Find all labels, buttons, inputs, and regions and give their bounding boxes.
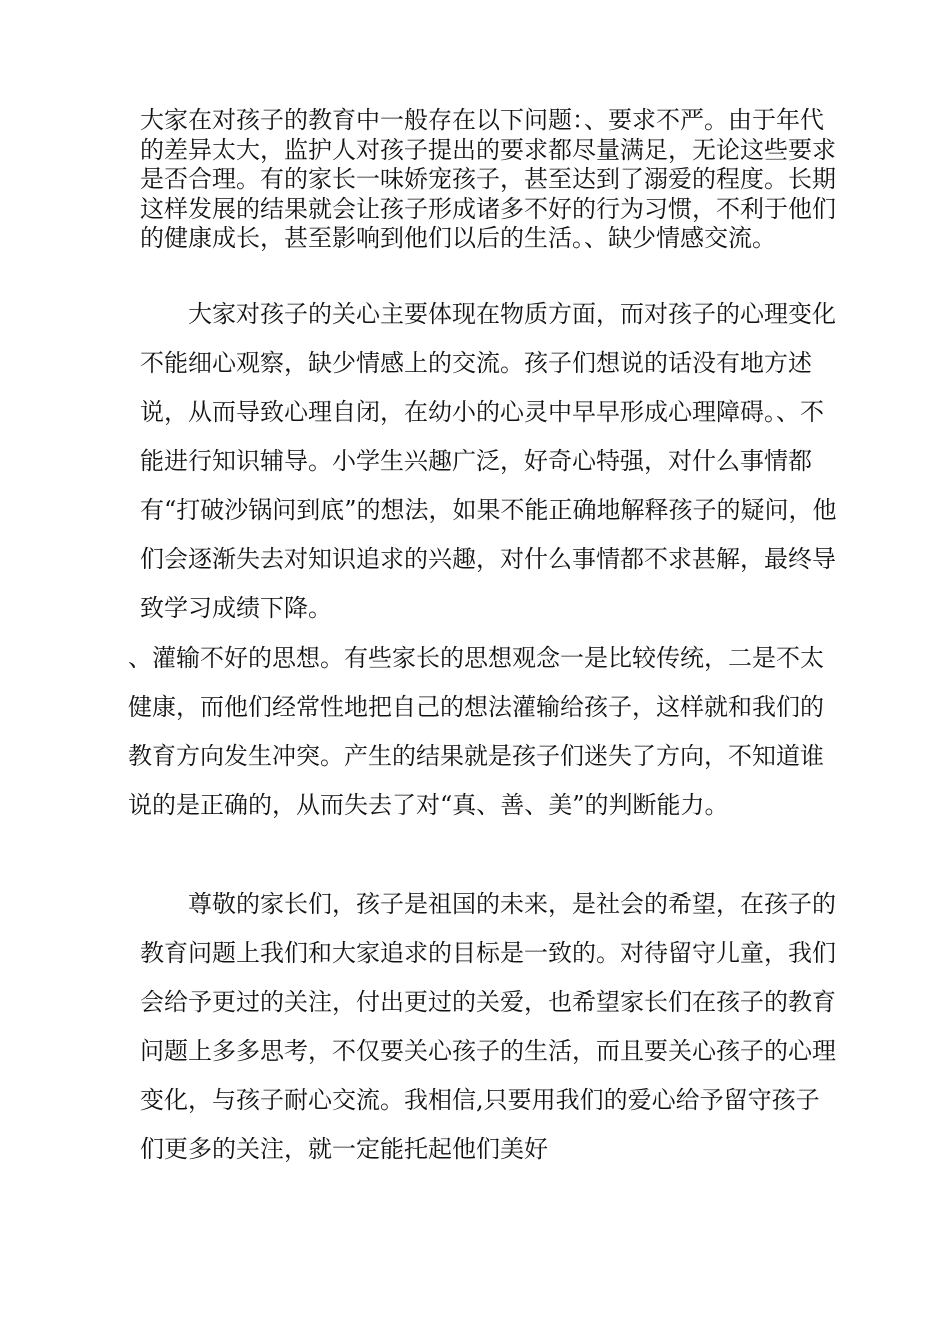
paragraph-4: 尊敬的家长们，孩子是祖国的未来，是社会的希望，在孩子的教育问题上我们和大家追求的目标是一致的。对待留守儿童，我们会给予更过的关注，付出更过的关爱，也希望家长们在孩子的教育问题上多多思考，不仅要关心孩子的生活，而且要关心孩子的心理变化，与孩子耐心交流。我相信,只要用我们的爱心给予留守孩子们更多的关注，就一定能托起他们美好: [140, 890, 836, 1163]
paragraph-2: 大家对孩子的关心主要体现在物质方面，而对孩子的心理变化不能细心观察，缺少情感上的交流。孩子们想说的话没有地方述说，从而导致心理自闭，在幼小的心灵中早早形成心理障碍。、不能进行知识辅导。小学生兴趣广泛，好奇心特强，对什么事情都有“打破沙锅问到底”的想法，如果不能正确地解释孩子的疑问，他们会逐渐失去对知识追求的兴趣，对什么事情都不求甚解，最终导致学习成绩下降。: [140, 300, 837, 622]
paragraph-3: 、灌输不好的思想。有些家长的思想观念一是比较传统，二是不太健康，而他们经常性地把自己的想法灌输给孩子，这样就和我们的教育方向发生冲突。产生的结果就是孩子们迷失了方向，不知道谁说的是正确的，从而失去了对“真、善、美”的判断能力。: [128, 644, 824, 819]
paragraph-1: 大家在对孩子的教育中一般存在以下问题：、要求不严。由于年代的差异太大，监护人对孩子提出的要求都尽量满足，无论这些要求是否合理。有的家长一味娇宠孩子，甚至达到了溺爱的程度。长期这样发展的结果就会让孩子形成诸多不好的行为习惯，不利于他们的健康成长，甚至影响到他们以后的生活。、缺少情感交流。: [140, 106, 836, 252]
